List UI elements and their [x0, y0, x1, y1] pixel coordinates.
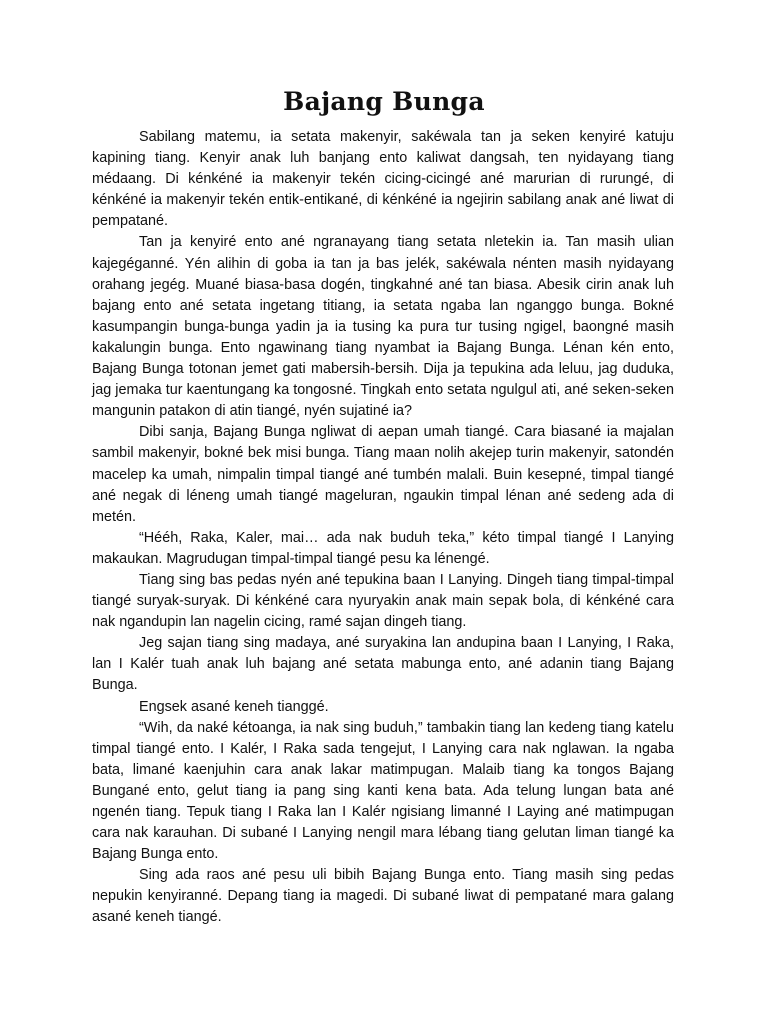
paragraph: Tan ja kenyiré ento ané ngranayang tiang setata nletekin ia. Tan masih ulian kajegéganné. Yén alihin di goba ia tan ja bas jelék, sakéwala nénten masih nyidayang orahang jegég. Muané biasa-basa dogén, tingkahné ané tan biasa. Abesik cirin anak luh bajang ento ané setata ingetang titiang, ia setata ngaba lan nganggo bunga. Bokné kasumpangin bunga-bunga yadin ja ia tusing ka pura tur tusing ngigel, baongné masih kakalungin bunga. Ento ngawinang tiang nyambat ia Bajang Bunga. Lénan kén ento, Bajang Bunga totonan jemet gati mabersih-bersih. Dija ja tepukina ada leluu, jag duduka, jag jemaka tur kaentungang ka tongosné. Tingkah ento setata ngulgul ati, ané seken-seken mangunin patakon di atin tiangé, nyén sujatiné ia? [92, 234, 674, 420]
paragraph: Sabilang matemu, ia setata makenyir, sakéwala tan ja seken kenyiré katuju kapining tiang. Kenyir anak luh banjang ento kaliwat dangsah, ten nyidayang tiang médaang. Di kénkéné ia makenyir tekén cicing-cicingé ané marurian di rurungé, di kénkéné ia makenyir tekén entik-entikané, di kénkéné ia ngejirin sabilang anak ané liwat di pempatané. [92, 129, 674, 230]
paragraph: Jeg sajan tiang sing madaya, ané suryakina lan andupina baan I Lanying, I Raka, lan I Kalér tuah anak luh bajang ané setata mabunga ento, ané adanin tiang Bajang Bunga. [92, 635, 674, 694]
paragraph: “Wih, da naké kétoanga, ia nak sing buduh,” tambakin tiang lan kedeng tiang katelu timpal tiangé ento. I Kalér, I Raka sada tengejut, I Lanying cara nak nglawan. Ia ngaba bata, limané kaenjuhin cara anak lakar matimpugan. Malaib tiang ka tongos Bajang Bungané ento, gelut tiang ia pang sing kanti kena bata. Ada telung lungan bata ané ngenén tiang. Tepuk tiang I Raka lan I Kalér ngisiang limanné I Laying ané matimpugan cara nak karauhan. Di subané I Lanying nengil mara lébang tiang gelutan liman tiangé ka Bajang Bunga ento. [92, 719, 674, 863]
paragraph: “Hééh, Raka, Kaler, mai… ada nak buduh teka,” kéto timpal tiangé I Lanying makaukan. Magrudugan timpal-timpal tiangé pesu ka lénengé. [92, 529, 674, 567]
paragraph: Dibi sanja, Bajang Bunga ngliwat di aepan umah tiangé. Cara biasané ia majalan sambil makenyir, bokné bek misi bunga. Tiang maan nolih akejep turin makenyir, satondén macelep ka umah, nimpalin timpal tiangé ané tumbén malali. Buin kesepné, timpal tiangé ané negak di léneng umah tiangé mageluran, ngaukin timpal lénan ané sedeng ada di metén. [92, 424, 674, 525]
paragraph: Tiang sing bas pedas nyén ané tepukina baan I Lanying. Dingeh tiang timpal-timpal tiangé suryak-suryak. Di kénkéné cara nyuryakin anak main sepak bola, di kénkéné cara nak ngandupin lan nagelin cicing, ramé sajan dingeh tiang. [92, 571, 674, 631]
document-title: Bajang Bunga [283, 87, 485, 116]
paragraph: Engsek asané keneh tianggé. [139, 698, 329, 715]
paragraph: Sing ada raos ané pesu uli bibih Bajang Bunga ento. Tiang masih sing pedas nepukin kenyiranné. Depang tiang ia magedi. Di subané liwat di pempatané mara galang asané keneh tiangé. [92, 867, 674, 926]
document-body [92, 127, 674, 929]
